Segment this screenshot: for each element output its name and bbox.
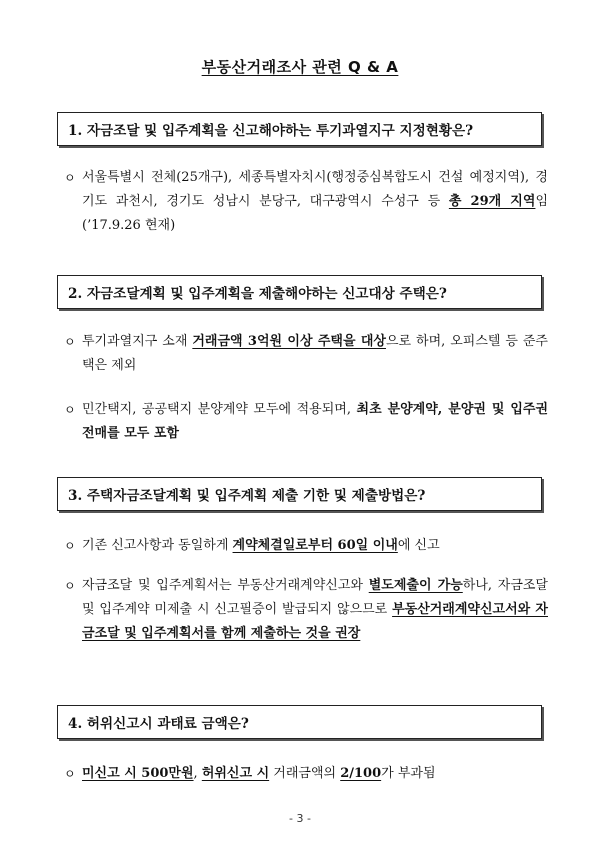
answer-2-1 bbox=[60, 330, 548, 378]
question-box-1 bbox=[57, 112, 542, 146]
answer-emphasis: 거래금액 3억원 이상 주택을 대상 bbox=[192, 334, 386, 349]
bullet-marker: ㅇ bbox=[64, 767, 76, 781]
bullet-marker: ㅇ bbox=[64, 403, 76, 417]
answer-emphasis: 부동산거래계약신고서와 자금조달 및 입주계획서를 함께 제출하는 것을 권장 bbox=[82, 602, 548, 641]
answer-4-1 bbox=[60, 762, 548, 786]
answer-1-1 bbox=[60, 166, 548, 238]
bullet-marker: ㅇ bbox=[64, 335, 76, 349]
answer-text: 서울특별시 전체(25개구), 세종특별자치시(행정중심복합도시 건설 예정지역), 경기도 과천시, 경기도 성남시 분당구, 대구광역시 수성구 등 bbox=[82, 170, 548, 209]
page-number: - 3 - bbox=[289, 812, 311, 825]
answer-emphasis: 허위신고 시 bbox=[201, 766, 270, 781]
answer-text: 으로 하며, 오피스텔 등 준주택은 제외 bbox=[82, 334, 548, 373]
answer-text: 민간택지, 공공택지 분양계약 모두에 적용되며, bbox=[82, 402, 357, 417]
answer-text: 에 신고 bbox=[397, 538, 440, 553]
answer-3-1 bbox=[60, 534, 548, 558]
answer-text: 가 부과됨 bbox=[381, 766, 436, 781]
answer-text: 거래금액의 bbox=[269, 766, 341, 781]
bullet-marker: ㅇ bbox=[64, 171, 76, 185]
answer-emphasis: 총 29개 지역 bbox=[448, 194, 536, 209]
answer-text: 기존 신고사항과 동일하게 bbox=[82, 538, 233, 553]
bullet-marker: ㅇ bbox=[64, 539, 76, 553]
answer-text: 임(’17.9.26 현재) bbox=[82, 194, 548, 233]
answer-text: 투기과열지구 소재 bbox=[82, 334, 193, 349]
answer-2-2 bbox=[60, 398, 548, 446]
question-2-text: 2. 자금조달계획 및 입주계획을 제출해야하는 신고대상 주택은? bbox=[68, 286, 447, 302]
answer-emphasis: 최초 분양계약, 분양권 및 입주권 전매를 모두 포함 bbox=[82, 402, 549, 441]
answer-text: 자금조달 및 입주계획서는 부동산거래계약신고와 bbox=[82, 578, 369, 593]
question-box-4 bbox=[57, 705, 542, 739]
bullet-marker: ㅇ bbox=[64, 579, 76, 593]
question-1-text: 1. 자금조달 및 입주계획을 신고해야하는 투기과열지구 지정현황은? bbox=[68, 123, 474, 139]
answer-3-2 bbox=[60, 574, 548, 646]
title-text: 부동산거래조사 관련 Q & A bbox=[201, 58, 399, 76]
question-3-text: 3. 주택자금조달계획 및 입주계획 제출 기한 및 제출방법은? bbox=[68, 488, 426, 504]
answer-text: , bbox=[193, 766, 202, 781]
answer-text: 하나, 자금조달 및 입주계약 미제출 시 신고필증이 발급되지 않으므로 bbox=[82, 578, 548, 617]
question-box-2 bbox=[57, 275, 542, 309]
answer-emphasis: 별도제출이 가능 bbox=[368, 578, 463, 593]
question-4-text: 4. 허위신고시 과태료 금액은? bbox=[68, 716, 249, 732]
page-title bbox=[0, 56, 600, 77]
answer-emphasis: 계약체결일로부터 60일 이내 bbox=[232, 538, 398, 553]
question-box-3 bbox=[57, 477, 542, 511]
answer-emphasis: 미신고 시 500만원 bbox=[82, 766, 194, 781]
answer-emphasis: 2/100 bbox=[340, 766, 382, 781]
